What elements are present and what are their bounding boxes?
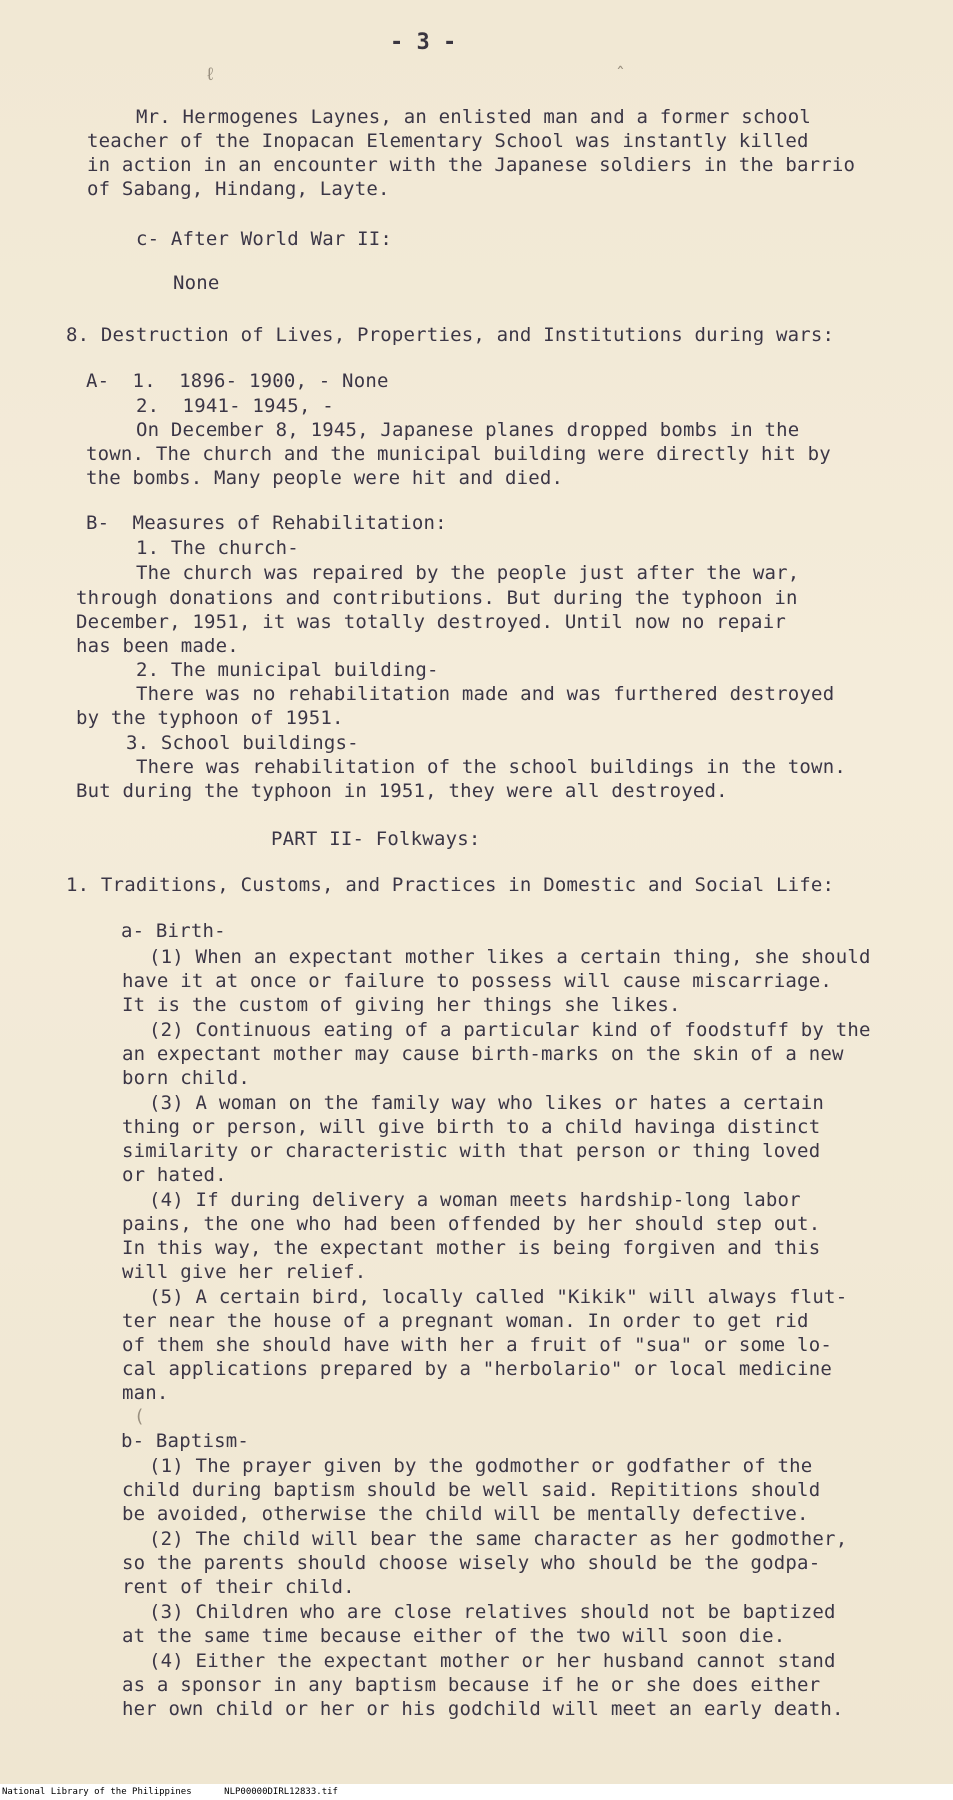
section8-b-line: But during the typhoon in 1951, they were all destroyed.: [76, 780, 728, 802]
ink-mark: ℓ: [205, 64, 216, 85]
section8-b-line: 2. The municipal building-: [136, 659, 439, 681]
page-number: - 3 -: [390, 30, 457, 55]
birth-line: (4) If during delivery a woman meets hardship-long labor: [149, 1189, 801, 1211]
section8-a-line: A- 1. 1896- 1900, - None: [86, 370, 389, 392]
birth-line: born child.: [122, 1067, 251, 1089]
after-ww2-value: None: [173, 272, 220, 294]
birth-line: an expectant mother may cause birth-marks on the skin of a new: [122, 1043, 844, 1065]
birth-line: or hated.: [122, 1164, 227, 1186]
baptism-line: (2) The child will bear the same character as her godmother,: [149, 1528, 848, 1550]
baptism-line: (4) Either the expectant mother or her husband cannot stand: [149, 1650, 836, 1672]
birth-line: of them she should have with her a fruit of "sua" or some lo-: [122, 1334, 832, 1356]
section8-b-line: There was rehabilitation of the school buildings in the town.: [136, 756, 846, 778]
birth-line: will give her relief.: [122, 1261, 367, 1283]
birth-line: similarity or characteristic with that person or thing loved: [122, 1140, 821, 1162]
section8-a-line: On December 8, 1945, Japanese planes dropped bombs in the: [136, 419, 800, 441]
intro-line: Mr. Hermogenes Laynes, an enlisted man and a former school: [136, 106, 812, 128]
stray-mark: (: [134, 1406, 145, 1427]
baptism-line: child during baptism should be well said. Repititions should: [122, 1479, 821, 1501]
section8-a-line: town. The church and the municipal building were directly hit by: [86, 443, 831, 465]
birth-line: It is the custom of giving her things she likes.: [122, 994, 681, 1016]
baptism-heading: b- Baptism-: [121, 1430, 250, 1452]
traditions-heading: 1. Traditions, Customs, and Practices in Domestic and Social Life:: [66, 874, 835, 896]
section8-a-line: 2. 1941- 1945, -: [136, 395, 334, 417]
section8-b-line: There was no rehabilitation made and was furthered destroyed: [136, 683, 835, 705]
birth-line: thing or person, will give birth to a child havinga distinct: [122, 1116, 821, 1138]
intro-line: teacher of the Inopacan Elementary School was instantly killed: [87, 130, 809, 152]
baptism-line: (1) The prayer given by the godmother or godfather of the: [149, 1455, 813, 1477]
baptism-line: so the parents should choose wisely who should be the godpa-: [122, 1552, 821, 1574]
section8-a-line: the bombs. Many people were hit and died.: [86, 467, 564, 489]
baptism-line: at the same time because either of the two will soon die.: [122, 1625, 786, 1647]
baptism-line: her own child or her or his godchild will meet an early death.: [122, 1698, 844, 1720]
baptism-line: as a sponsor in any baptism because if he or she does either: [122, 1674, 821, 1696]
archive-footer: National Library of the Philippines NLP00000DIRL12833.tif: [0, 1784, 953, 1800]
birth-line: cal applications prepared by a "herbolario" or local medicine: [122, 1358, 832, 1380]
section8-b-line: December, 1951, it was totally destroyed. Until now no repair: [76, 611, 786, 633]
birth-heading: a- Birth-: [121, 920, 226, 942]
part2-heading: PART II- Folkways:: [271, 828, 481, 850]
intro-line: of Sabang, Hindang, Layte.: [87, 178, 390, 200]
after-ww2-heading: c- After World War II:: [136, 228, 393, 250]
birth-line: have it at once or failure to possess will cause miscarriage.: [122, 970, 832, 992]
birth-line: (2) Continuous eating of a particular kind of foodstuff by the: [149, 1019, 871, 1041]
section8-b-line: 1. The church-: [136, 537, 299, 559]
birth-line: (5) A certain bird, locally called "Kikik" will always flut-: [149, 1286, 848, 1308]
baptism-line: rent of their child.: [122, 1576, 355, 1598]
birth-line: man.: [122, 1382, 169, 1404]
intro-line: in action in an encounter with the Japanese soldiers in the barrio: [87, 154, 856, 176]
birth-line: pains, the one who had been offended by her should step out.: [122, 1213, 821, 1235]
section8-b-line: has been made.: [76, 635, 239, 657]
birth-line: ter near the house of a pregnant woman. In order to get rid: [122, 1310, 809, 1332]
section8-heading: 8. Destruction of Lives, Properties, and Institutions during wars:: [66, 324, 835, 346]
section8-b-line: B- Measures of Rehabilitation:: [86, 512, 447, 534]
birth-line: In this way, the expectant mother is being forgiven and this: [122, 1237, 821, 1259]
section8-b-line: through donations and contributions. But during the typhoon in: [76, 587, 798, 609]
section8-b-line: 3. School buildings-: [126, 732, 359, 754]
birth-line: (1) When an expectant mother likes a certain thing, she should: [149, 946, 871, 968]
baptism-line: (3) Children who are close relatives should not be baptized: [149, 1601, 836, 1623]
section8-b-line: The church was repaired by the people just after the war,: [136, 562, 800, 584]
birth-line: (3) A woman on the family way who likes or hates a certain: [149, 1092, 825, 1114]
ink-mark: ˆ: [615, 64, 626, 85]
baptism-line: be avoided, otherwise the child will be mentally defective.: [122, 1503, 809, 1525]
section8-b-line: by the typhoon of 1951.: [76, 707, 344, 729]
